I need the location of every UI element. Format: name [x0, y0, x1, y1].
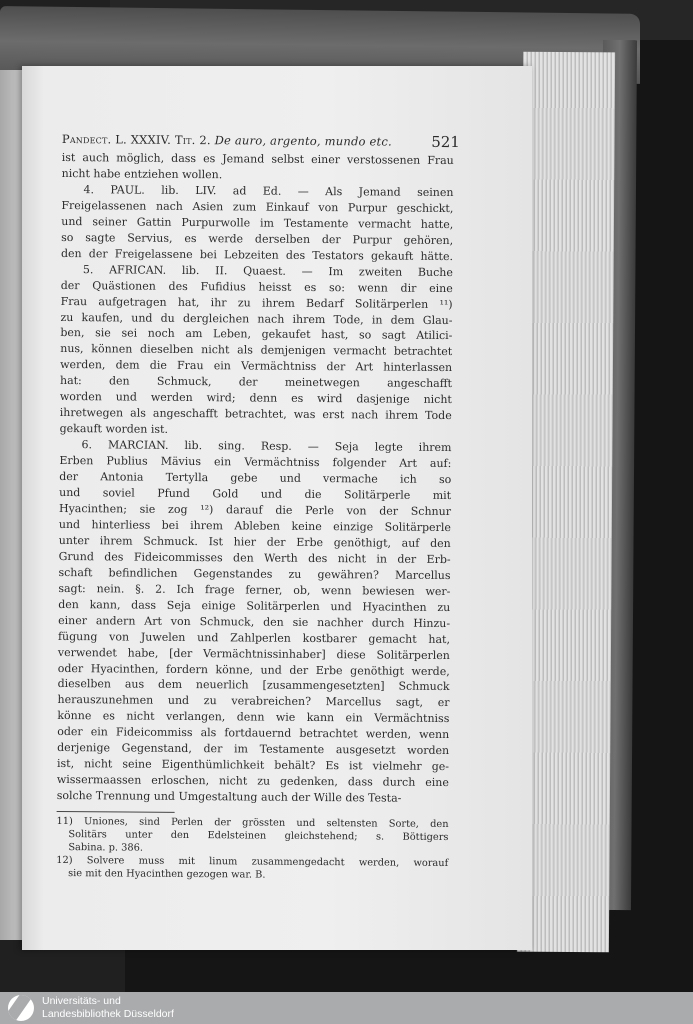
library-footer: [0, 992, 693, 1024]
footnote-line: sie mit den Hyacinthen gezogen war. B.: [68, 868, 266, 881]
text-line: 4. PAUL. lib. LIV. ad Ed. — Als Jemand seinen: [83, 183, 454, 199]
text-line: Hyacinthen; sie zog ¹²) darauf die Perle von der Schnur: [58, 501, 452, 519]
text-line: unter ihrem Schmuck. Ist hier der Erbe genöthigt, auf den: [58, 533, 451, 550]
text-line: dieselben aus dem neuerlich [zusammengesetzten] Schmuck: [57, 677, 450, 694]
page-number: 521: [431, 132, 460, 152]
text-line: und hinterliess bei ihrem Ableben keine einzige Solitärperle: [58, 517, 451, 534]
text-line: ist auch möglich, dass es Jemand selbst einer verstossenen Frau: [61, 150, 454, 168]
footnote-rule: [57, 811, 175, 813]
text-line: Frau aufgetragen hat, ihr zu ihrem Bedarf Solitärperlen ¹¹): [60, 294, 453, 311]
footnote-line: Solitärs unter den Edelsteinen gleichstehend; s. Böttigers: [68, 829, 449, 844]
footnotes: [56, 815, 448, 883]
text-line: der Antonia Tertylla gebe und vermache ich so: [59, 470, 452, 487]
footnote-line: 11) Uniones, sind Perlen der grössten und seltensten Sorte, den: [56, 816, 449, 831]
text-line: ihretwegen als angeschafft betrachtet, was erst nach ihrem Tode: [59, 406, 452, 423]
footnote-line: 12) Solvere muss mit linum zusammengedacht werden, worauf: [56, 855, 449, 870]
library-logo-icon[interactable]: [8, 995, 34, 1021]
text-line: und soviel Pfund Gold und die Solitärperle mit: [59, 486, 452, 503]
text-line: hat: den Schmuck, der meinetwegen angeschafft: [59, 374, 453, 391]
body-text: [57, 150, 454, 807]
text-line: ben, sie sei noch am Leben, gekaufet hast, so sagt Atilici-: [60, 326, 453, 343]
library-name-line2: Landesbibliothek Düsseldorf: [42, 1008, 174, 1020]
text-line: nus, können dieselben nicht als demjenigen vermacht betrachtet: [60, 342, 453, 359]
text-line: solche Trennung und Umgestaltung auch der Wille des Testa-: [56, 789, 402, 805]
text-line: zu kaufen, und du dergleichen nach ihrem Tode, in dem Glau-: [60, 310, 453, 327]
text-line: ist, nicht seine Eigenthümlichkeit behält? Es ist vielmehr ge-: [56, 757, 450, 774]
text-line: Erben Publius Mävius ein Vermächtniss folgender Art auf:: [59, 454, 452, 471]
text-line: werden, dem die Frau ein Vermächtniss der Art hinterlassen: [60, 358, 453, 375]
text-line: verwendet habe, [der Vermächtnissinhaber] diese Solitärperlen: [57, 645, 450, 662]
text-line: 5. AFRICAN. lib. II. Quaest. — Im zweiten Buche: [82, 262, 453, 279]
text-line: 6. MARCIAN. lib. sing. Resp. — Seja legte ihrem: [81, 438, 452, 455]
text-line: fügung von Juwelen und Zahlperlen kostbarer gemacht hat,: [57, 629, 451, 646]
text-line: worden und werden wird; denn es wird dasjenige nicht: [59, 390, 452, 407]
text-line: und seiner Gattin Purpurwolle im Testamente vermacht hatte,: [61, 214, 454, 231]
text-line: nicht habe entziehen wollen.: [61, 166, 223, 182]
text-line: derjenige Gegenstand, der im Testamente ausgesetzt worden: [57, 741, 450, 758]
library-name-line1: Universitäts- und: [42, 995, 121, 1007]
text-line: oder Hyacinthen, fordern könne, und der Erbe genöthigt werde,: [57, 661, 450, 678]
text-line: schaft befindlichen Gegenstandes zu gewähren? Marcellus: [58, 565, 451, 582]
running-header: [61, 128, 460, 153]
text-line: könne es nicht verlangen, denn wie kann ein Vermächtniss: [57, 709, 450, 726]
text-line: Freigelassenen nach Asien zum Einkauf von Purpur geschickt,: [61, 198, 454, 215]
text-line: gekauft worden ist.: [59, 422, 169, 437]
text-line: herauszunehmen und zu verabreichen? Marcellus sagt, er: [57, 693, 450, 710]
header-italic: De auro, argento, mundo etc.: [214, 133, 392, 149]
footnote-line: Sabina. p. 386.: [68, 842, 144, 854]
text-line: den der Freigelassene bei Lebzeiten des Testators gekauft hätte.: [60, 246, 454, 263]
text-line: wissermaassen erloschen, nicht zu gedenken, dass durch eine: [56, 773, 449, 790]
page-content: [56, 128, 460, 883]
text-line: so sagte Servius, es werde derselben der Purpur gehören,: [61, 230, 454, 247]
text-line: der Quästionen des Fufidius heisst es so: wenn dir eine: [60, 278, 453, 295]
text-line: sagt: nein. §. 2. Ich frage ferner, ob, wenn bewiesen wer-: [58, 581, 451, 598]
text-line: Grund des Fideicommisses den Werth des nicht in der Erb-: [58, 549, 451, 566]
text-line: den kann, dass Seja einige Solitärperlen und Hyacinthen zu: [58, 597, 451, 614]
library-name[interactable]: [42, 995, 174, 1021]
text-line: einer andern Art von Schmuck, den sie nachher durch Hinzu-: [58, 613, 451, 630]
text-line: oder ein Fideicommiss als fortdauernd betrachtet werden, wenn: [57, 725, 450, 742]
header-title: Pandect. L. XXXIV. Tit. 2.: [61, 131, 215, 148]
